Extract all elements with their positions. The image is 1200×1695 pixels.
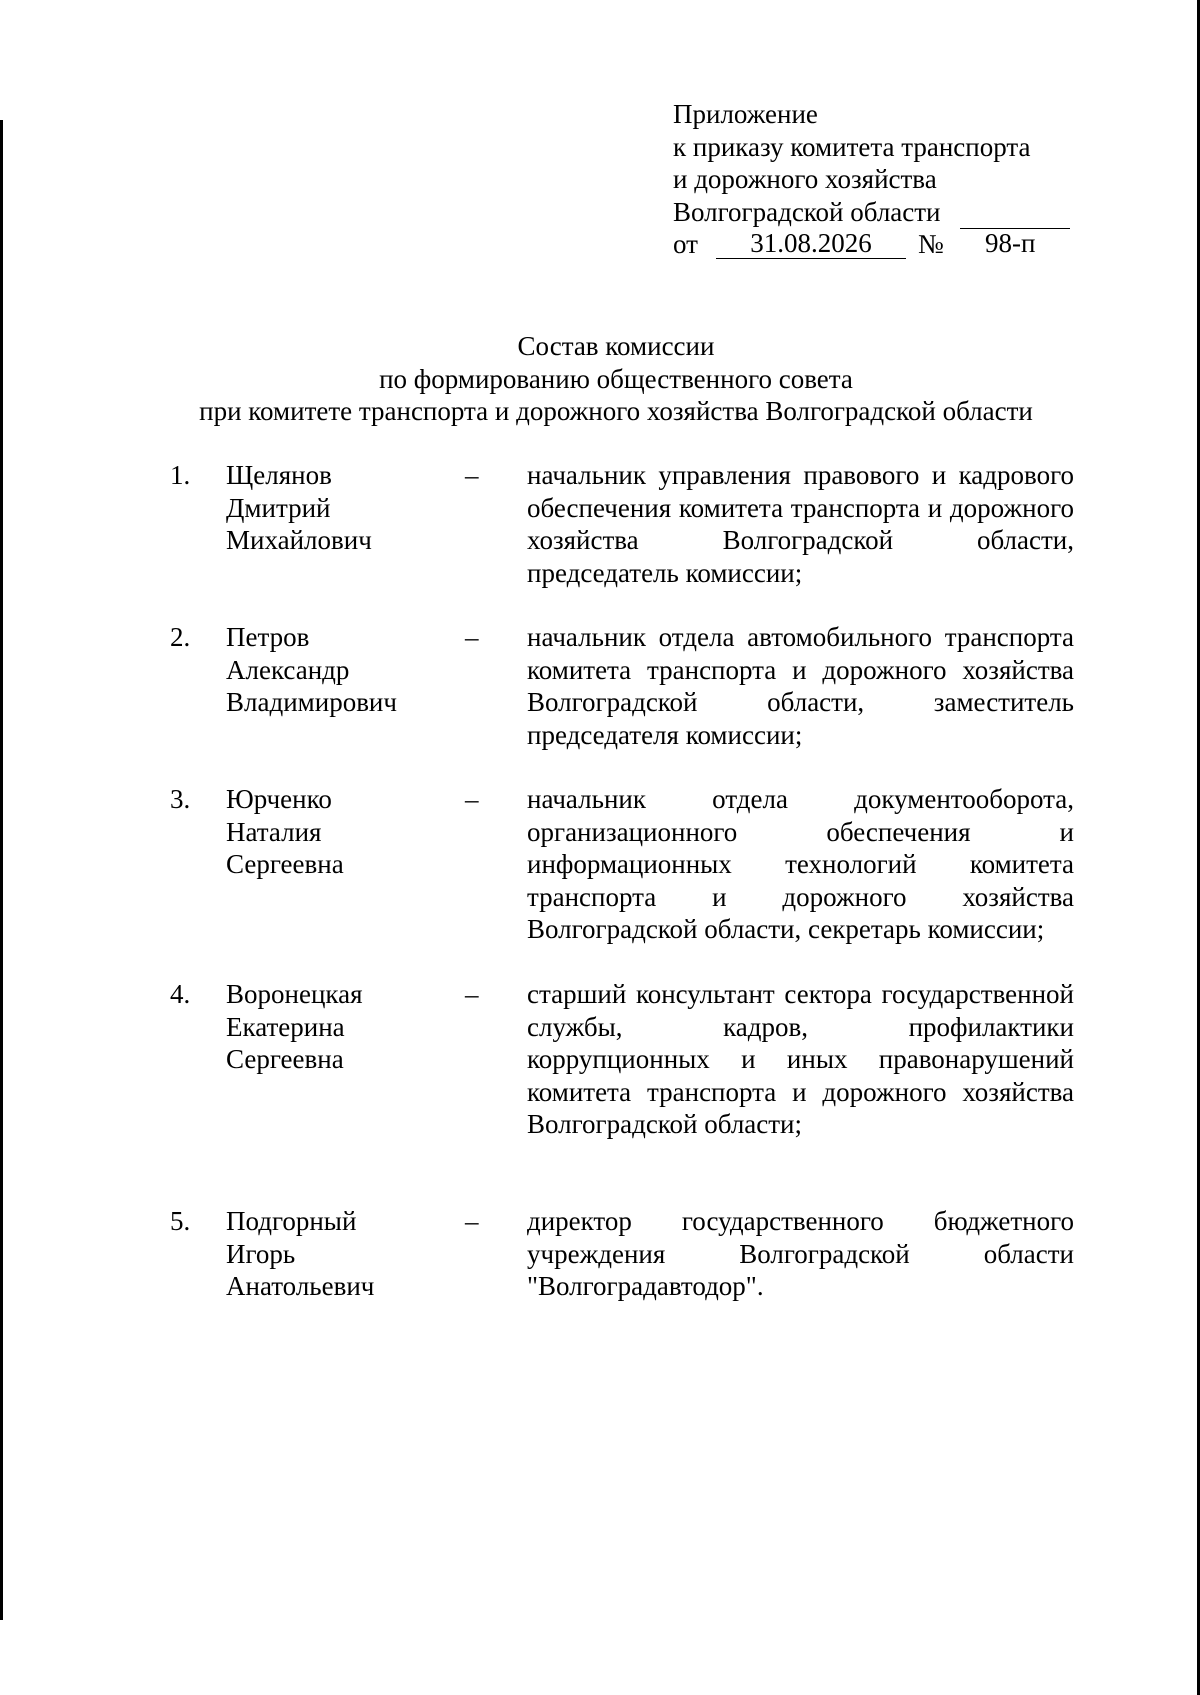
member-dash: – <box>465 979 479 1009</box>
title-line: Состав комиссии <box>517 331 715 361</box>
member-description: начальник управления правового и кадрового обеспечения комитета транспорта и дорожного хозяйства Волгоградской области, председатель комиссии; <box>527 460 1074 588</box>
member-patronymic: Михайлович <box>226 525 372 555</box>
member-name <box>226 978 456 1076</box>
member-surname: Юрченко <box>226 784 332 814</box>
member-first-name: Екатерина <box>226 1011 345 1042</box>
order-reference <box>673 228 1036 261</box>
order-number-field <box>960 228 1070 258</box>
document-title <box>0 330 1200 428</box>
member-name <box>226 621 456 719</box>
member-name <box>226 459 456 557</box>
member-number: 4. <box>170 979 191 1009</box>
from-label: от <box>673 229 698 259</box>
title-line: при комитете транспорта и дорожного хозяйства Волгоградской области <box>199 396 1033 426</box>
member-number: 1. <box>170 460 191 490</box>
member-surname: Щелянов <box>226 460 332 490</box>
member-patronymic: Сергеевна <box>226 849 344 879</box>
member-description: начальник отдела автомобильного транспорта комитета транспорта и дорожного хозяйства Волгоградской области, заместитель председателя комиссии; <box>527 622 1074 750</box>
member-patronymic: Владимирович <box>226 687 397 717</box>
order-number: 98-п <box>985 228 1036 258</box>
member-first-name: Игорь <box>226 1238 296 1269</box>
member-surname: Воронецкая <box>226 979 363 1009</box>
member-dash: – <box>465 1206 479 1236</box>
appendix-block <box>673 98 1036 261</box>
member-first-name: Наталия <box>226 816 322 847</box>
member-description: директор государственного бюджетного учреждения Волгоградской области "Волгоградавтодор". <box>527 1206 1074 1301</box>
member-number: 2. <box>170 622 191 652</box>
appendix-line: к приказу комитета транспорта <box>673 131 1031 162</box>
member-description: начальник отдела документооборота, организационного обеспечения и информационных технологий комитета транспорта и дорожного хозяйства Волгоградской области, секретарь комиссии; <box>527 784 1074 944</box>
appendix-line: и дорожного хозяйства <box>673 164 937 194</box>
member-number: 5. <box>170 1206 191 1236</box>
member-patronymic: Сергеевна <box>226 1044 344 1074</box>
member-name <box>226 783 456 881</box>
appendix-line: Волгоградской области <box>673 196 941 227</box>
member-surname: Петров <box>226 622 310 652</box>
member-first-name: Дмитрий <box>226 492 331 523</box>
member-patronymic: Анатольевич <box>226 1271 375 1301</box>
member-dash: – <box>465 460 479 490</box>
order-date: 31.08.2026 <box>716 228 906 259</box>
member-dash: – <box>465 784 479 814</box>
member-number: 3. <box>170 784 191 814</box>
member-dash: – <box>465 622 479 652</box>
member-description: старший консультант сектора государственной службы, кадров, профилактики коррупционных и иных правонарушений комитета транспорта и дорожного хозяйства Волгоградской области; <box>527 979 1074 1139</box>
title-line: по формированию общественного совета <box>379 363 853 394</box>
appendix-line: Приложение <box>673 99 818 129</box>
member-name <box>226 1205 456 1303</box>
number-sign: № <box>918 229 944 259</box>
member-first-name: Александр <box>226 654 350 685</box>
member-surname: Подгорный <box>226 1206 357 1236</box>
